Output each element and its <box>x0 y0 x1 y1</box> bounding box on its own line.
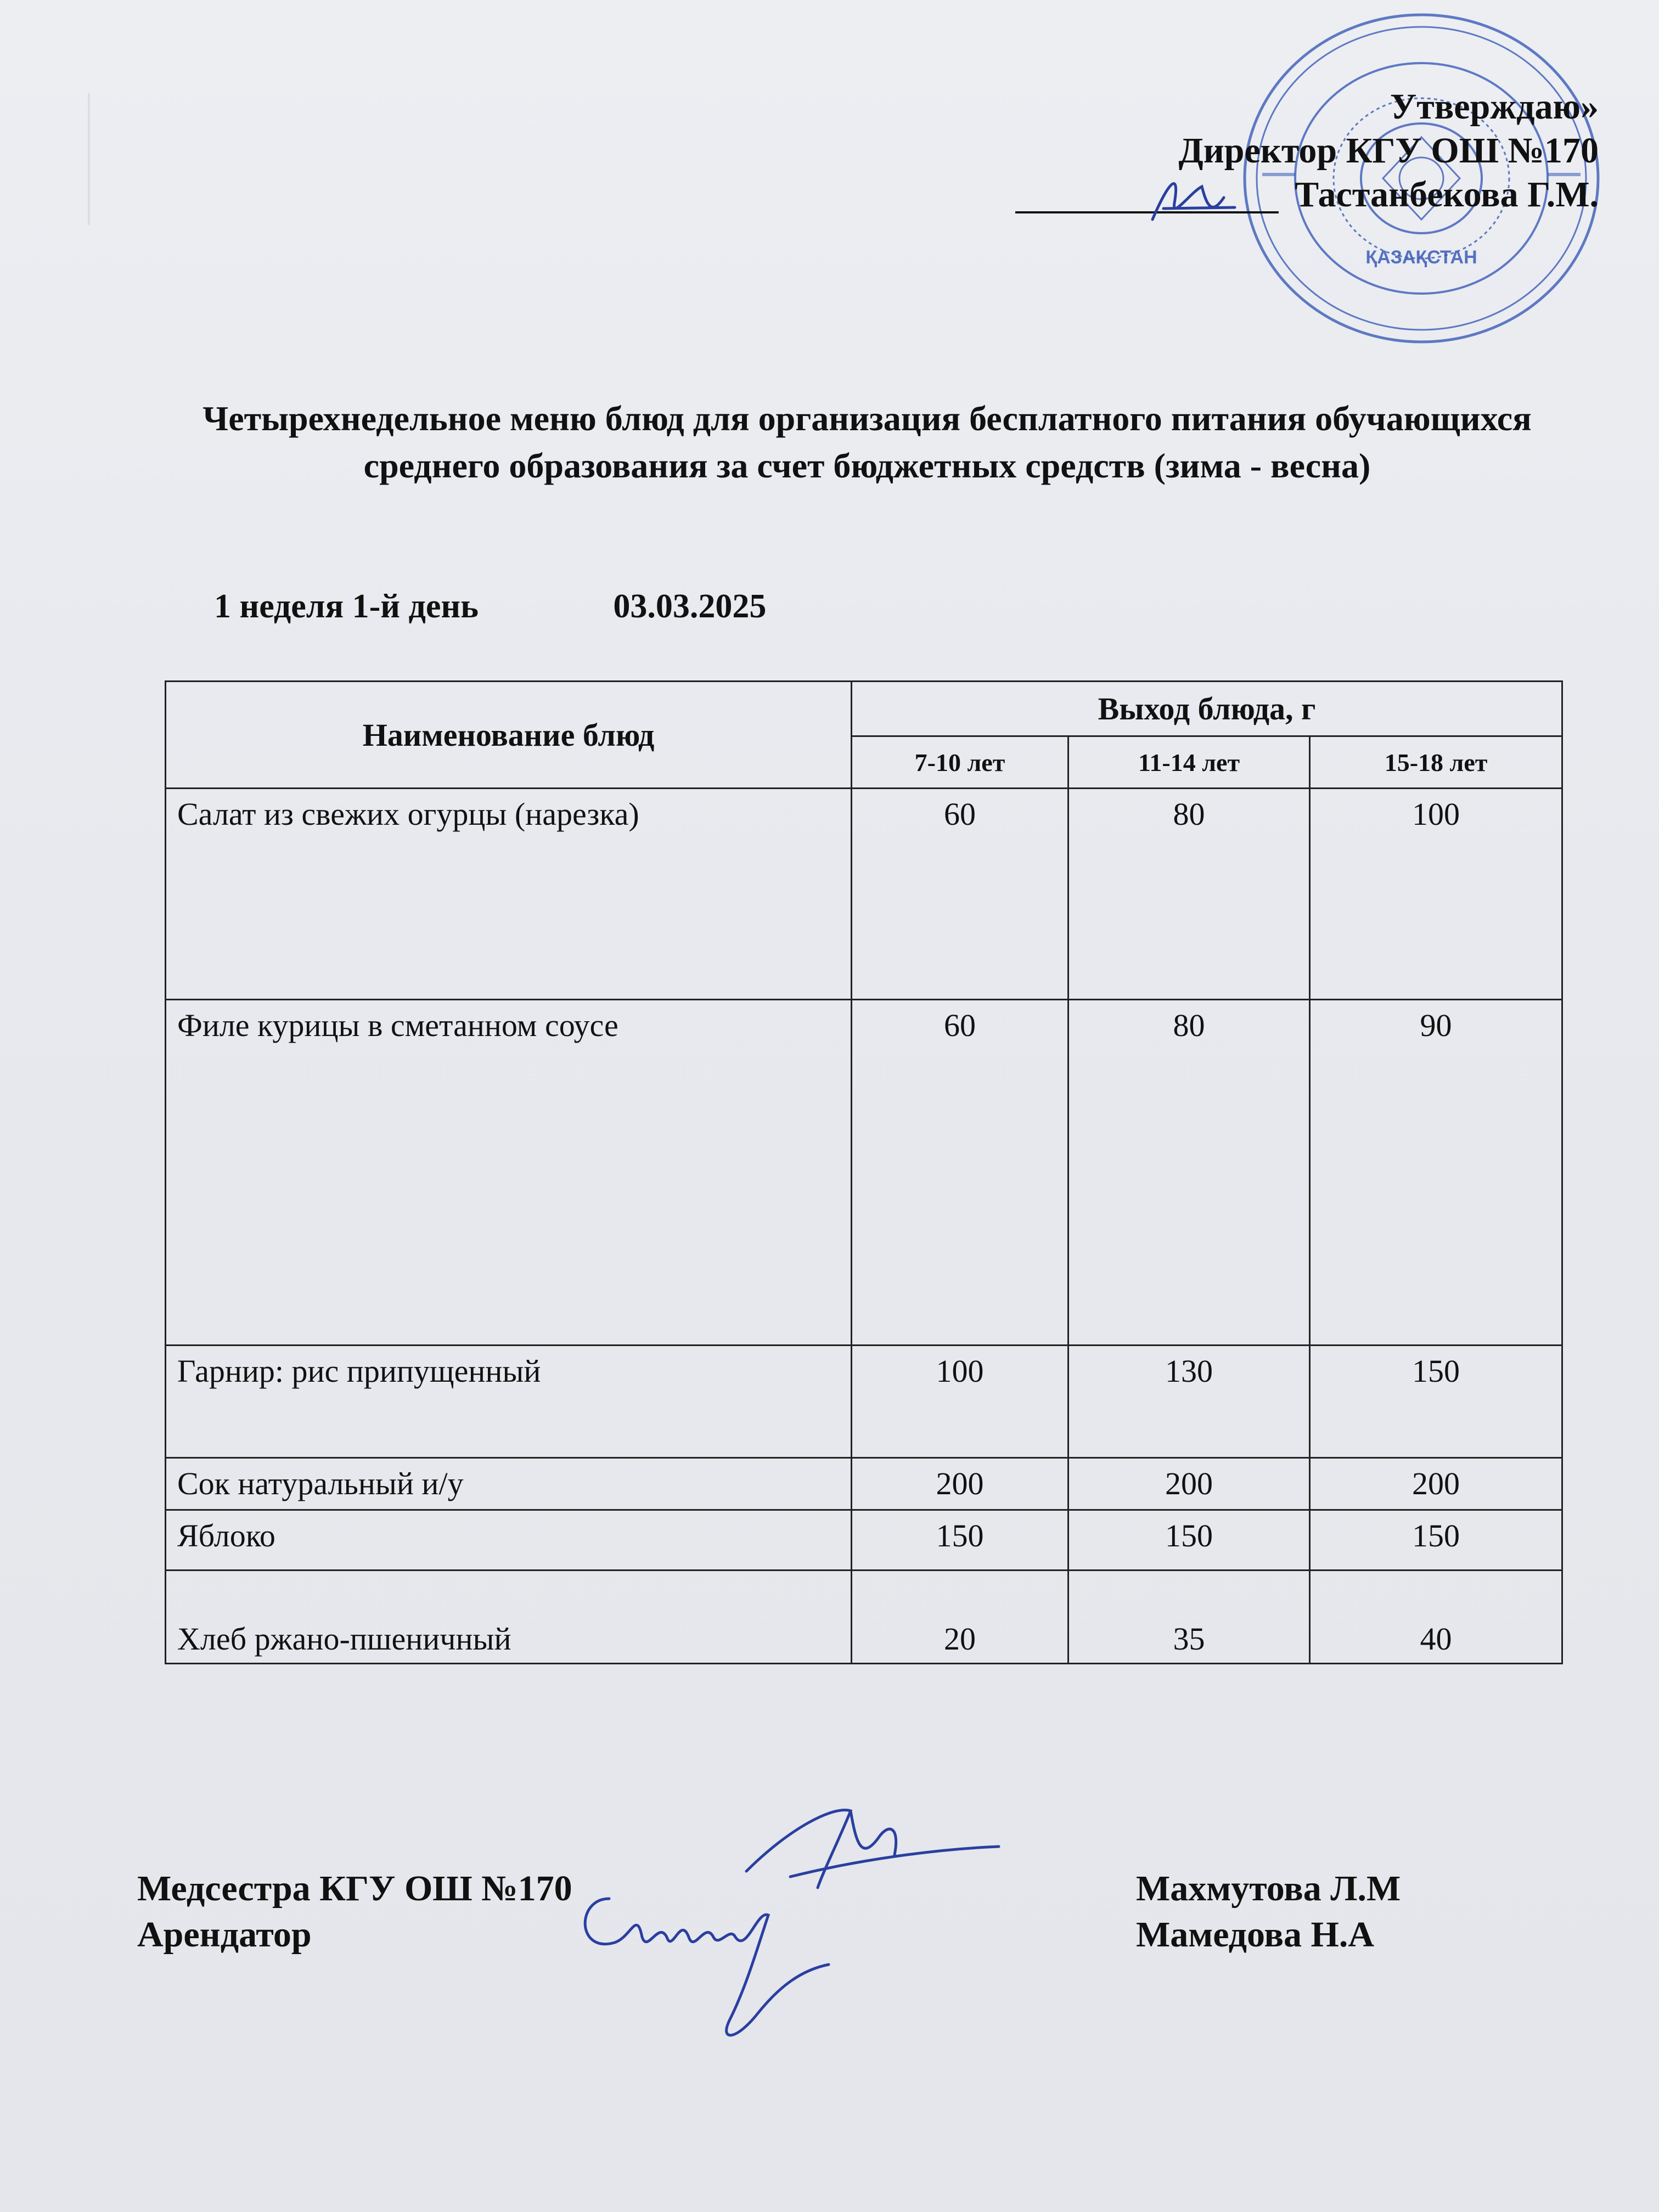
dish-output-7-10: 100 <box>852 1346 1068 1458</box>
dish-output-7-10: 200 <box>852 1458 1068 1510</box>
dish-output-15-18: 150 <box>1310 1510 1562 1571</box>
week-day-label: 1 неделя 1-й день <box>214 588 479 625</box>
dish-output-15-18: 150 <box>1310 1346 1562 1458</box>
director-signature <box>1141 159 1246 230</box>
dish-output-15-18: 100 <box>1310 789 1562 1000</box>
dish-name: Филе курицы в сметанном соусе <box>166 1000 852 1346</box>
dish-output-11-14: 80 <box>1068 1000 1310 1346</box>
table-row <box>166 1000 1562 1346</box>
header-output: Выход блюда, г <box>852 682 1562 736</box>
role-nurse: Медсестра КГУ ОШ №170 <box>137 1868 572 1909</box>
dish-name: Гарнир: рис припущенный <box>166 1346 852 1458</box>
dish-name: Сок натуральный и/у <box>166 1458 852 1510</box>
dish-output-7-10: 20 <box>852 1571 1068 1664</box>
document-title: Четырехнедельное меню блюд для организация бесплатного питания обучающихся среднего образования за счет бюджетных средств (зима - весна) <box>203 399 1532 485</box>
dish-output-11-14: 80 <box>1068 789 1310 1000</box>
role-tenant: Арендатор <box>137 1915 312 1955</box>
table-row <box>166 1571 1562 1664</box>
approval-line-1: Утверждаю» <box>1390 87 1599 127</box>
footer-roles <box>137 1866 572 1958</box>
bleed-through-ghost <box>88 93 584 225</box>
header-age-15-18: 15-18 лет <box>1310 736 1562 789</box>
stamp-center-text: ҚАЗАҚСТАН <box>1365 247 1477 268</box>
approval-line-2: Директор КГУ ОШ №170 <box>1178 131 1599 171</box>
menu-table <box>165 680 1563 1664</box>
dish-output-15-18: 200 <box>1310 1458 1562 1510</box>
dish-name: Яблоко <box>166 1510 852 1571</box>
footer-names <box>1136 1866 1401 1958</box>
table-row <box>166 1458 1562 1510</box>
name-nurse: Махмутова Л.М <box>1136 1868 1401 1909</box>
dish-output-7-10: 60 <box>852 1000 1068 1346</box>
dish-output-11-14: 130 <box>1068 1346 1310 1458</box>
menu-date: 03.03.2025 <box>613 588 767 625</box>
dish-output-7-10: 60 <box>852 789 1068 1000</box>
header-age-11-14: 11-14 лет <box>1068 736 1310 789</box>
dish-output-11-14: 150 <box>1068 1510 1310 1571</box>
table-row <box>166 1346 1562 1458</box>
dish-output-11-14: 35 <box>1068 1571 1310 1664</box>
tenant-signature <box>571 1877 856 2052</box>
table-row <box>166 789 1562 1000</box>
dish-output-15-18: 40 <box>1310 1571 1562 1664</box>
dish-name: Салат из свежих огурцы (нарезка) <box>166 789 852 1000</box>
name-tenant: Мамедова Н.А <box>1136 1915 1375 1955</box>
dish-output-15-18: 90 <box>1310 1000 1562 1346</box>
dish-output-7-10: 150 <box>852 1510 1068 1571</box>
header-dish-name: Наименование блюд <box>166 682 852 789</box>
table-row <box>166 1510 1562 1571</box>
table-header-row <box>166 682 1562 736</box>
approval-line-3: Тастанбекова Г.М. <box>1295 175 1599 215</box>
day-line <box>214 587 766 626</box>
dish-output-11-14: 200 <box>1068 1458 1310 1510</box>
header-age-7-10: 7-10 лет <box>852 736 1068 789</box>
dish-name: Хлеб ржано-пшеничный <box>166 1571 852 1664</box>
